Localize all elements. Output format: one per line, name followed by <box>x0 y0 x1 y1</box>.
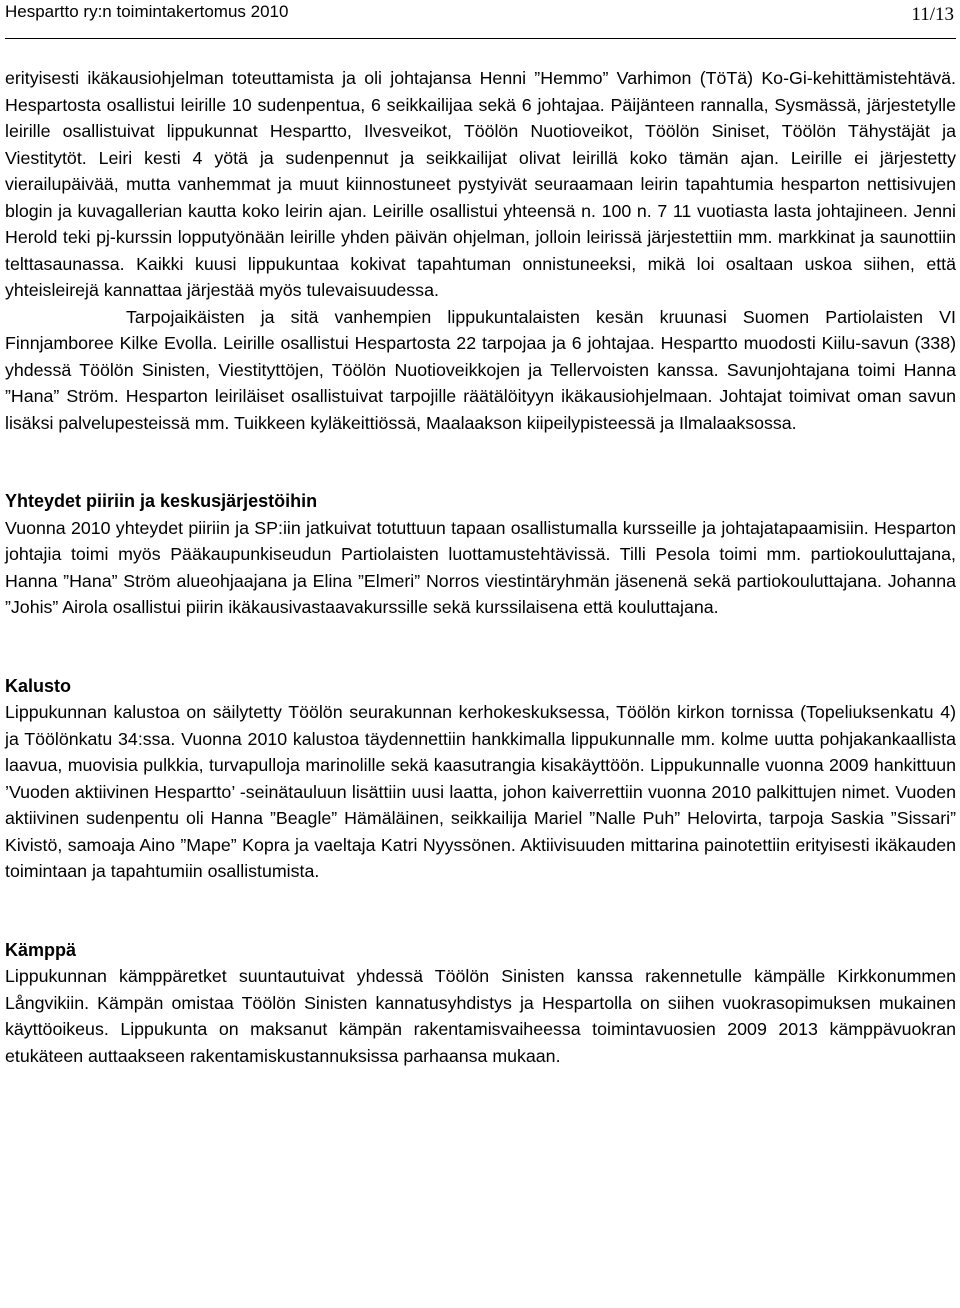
document-page <box>5 0 956 1069</box>
page-header <box>5 0 956 39</box>
intro-paragraph-2: Tarpojaikäisten ja sitä vanhempien lippukuntalaisten kesän kruunasi Suomen Partiolaisten VI Finnjamboree Kilke Evolla. Leirille osallistui Hespartosta 22 tarpojaa ja 6 johtajaa. Hespartto muodosti Kiilu-savun (338) yhdessä Töölön Sinisten, Viestityttöjen, Töölön Nuotioveikkojen ja Tellervoisten kanssa. Savunjohtajana toimi Hanna ”Hana” Ström. Hesparton leiriläiset osallistuivat tarpojille räätälöityyn ikäkausiohjelmaan. Johtajat toimivat oman savun lisäksi palvelupesteissä mm. Tuikkeen kyläkeittiössä, Maalaakson kiipeilypisteessä ja Ilmalaaksossa. <box>5 306 956 433</box>
section-heading-yhteydet: Yhteydet piiriin ja keskusjärjestöihin <box>5 491 318 511</box>
document-body <box>5 39 956 1069</box>
section-paragraph-yhteydet: Vuonna 2010 yhteydet piiriin ja SP:iin jatkuivat totuttuun tapaan osallistumalla kursseille ja johtajatapaamisiin. Hesparton johtajia toimi myös Pääkaupunkiseudun Partiolaisten luottamustehtävissä. Tilli Pesola toimi mm. partiokouluttajana, Hanna ”Hana” Ström alueohjaajana ja Elina ”Elmeri” Norros viestintäryhmän jäsenenä sekä partiokouluttajana. Johanna ”Johis” Airola osallistui piirin ikäkausivastaavakurssille sekä kurssilaisena että kouluttajana. <box>5 517 956 617</box>
page-number: 11/13 <box>911 4 954 25</box>
intro-paragraph-1: erityisesti ikäkausiohjelman toteuttamista ja oli johtajansa Henni ”Hemmo” Varhimon (TöTä) Ko-Gi-kehittämistehtävä. Hespartosta osallistui leirille 10 sudenpentua, 6 seikkailijaa sekä 6 johtajaa. Päijänteen rannalla, Sysmässä, järjestetylle leirille osallistuivat lippukunnat Hespartto, Ilvesveikot, Töölön Nuotioveikot, Töölön Siniset, Töölön Tähystäjät ja Viestitytöt. Leiri kesti 4 yötä ja sudenpennut ja seikkailijat olivat leirillä koko tämän ajan. Leirille ei järjestetty vierailupäivää, mutta vanhemmat ja muut kiinnostuneet pystyivät seuraamaan leirin tapahtumia hesparton nettisivujen blogin ja kuvagallerian kautta koko leirin ajan. Leirille osallistui yhteensä n. 100 n. 7 11 vuotiasta lasta johtajineen. Jenni Herold teki pj-kurssin lopputyönään leirille yhden päivän ohjelman, jolloin leirissä järjestettiin mm. markkinat ja saunottiin telttasaunassa. Kaikki kuusi lippukuntaa kokivat tapahtuman onnistuneeksi, mikä loi osaltaan uskoa siihen, että yhteisleirejä kannattaa järjestää myös tulevaisuudessa. <box>5 68 956 300</box>
section-paragraph-kalusto: Lippukunnan kalustoa on säilytetty Töölön seurakunnan kerhokeskuksessa, Töölön kirkon tornissa (Topeliuksenkatu 4) ja Töölönkatu 34:ssa. Vuonna 2010 kalustoa täydennettiin hankkimalla lippukunnalle mm. kolme uutta pohjakankaallista laavua, muovisia pulkkia, turvapulloja marinolille sekä kaasutrangia kisakäyttöön. Lippukunnalle vuonna 2009 hankittuun ’Vuoden aktiivinen Hespartto’ -seinätauluun lisättiin uusi laatta, johon kaiverrettiin vuonna 2010 palkittujen nimet. Vuoden aktiivinen sudenpentu oli Hanna ”Beagle” Hämäläinen, seikkailija Mariel ”Nalle Puh” Helovirta, tarpoja Saskia ”Sissari” Kivistö, samoaja Aino ”Mape” Kopra ja vaeltaja Katri Nyyssönen. Aktiivisuuden mittarina painotettiin erityisesti ikäkauden toimintaan ja tapahtumiin osallistumista. <box>5 702 956 881</box>
section-heading-kalusto: Kalusto <box>5 675 72 696</box>
document-title: Hespartto ry:n toimintakertomus 2010 <box>5 2 289 21</box>
section-heading-kamppa: Kämppä <box>5 939 77 960</box>
section-paragraph-kamppa: Lippukunnan kämppäretket suuntautuivat yhdessä Töölön Sinisten kanssa rakennetulle kämpälle Kirkkonummen Långvikiin. Kämpän omistaa Töölön Sinisten kannatusyhdistys ja Hespartolla on siihen vuokrasopimuksen mukainen käyttöoikeus. Lippukunta on maksanut kämpän rakentamisvaiheessa toimintavuosien 2009 2013 kämppävuokran etukäteen auttaakseen rakentamiskustannuksissa parhaansa mukaan. <box>5 966 956 1066</box>
